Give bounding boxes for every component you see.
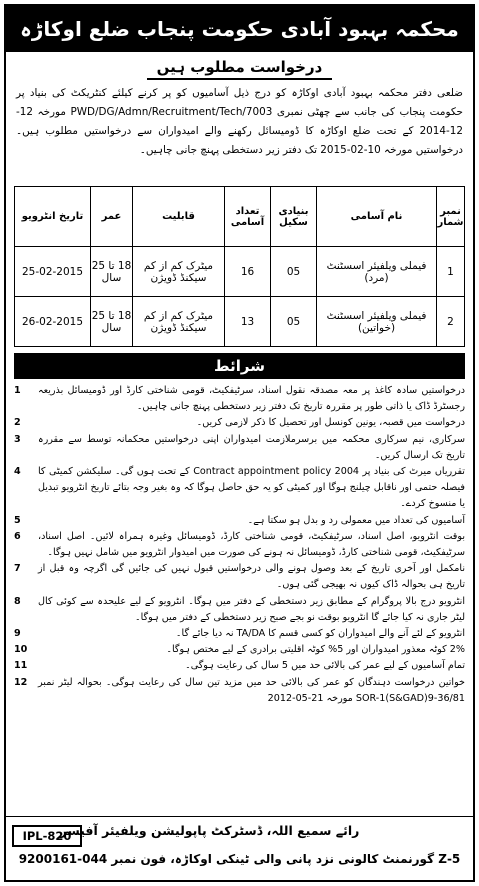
condition-text: 2% کوٹہ معذور امیدواران اور 5% کوٹہ اقلیتی برادری کے لیے مختص ہوگا۔ xyxy=(166,644,465,656)
row-qualification: میٹرک کم از کم سیکنڈ ڈویژن xyxy=(133,247,225,297)
row-qualification: میٹرک کم از کم سیکنڈ ڈویژن xyxy=(133,297,225,347)
signer-name: رائے سمیع اللہ، ڈسٹرکٹ پاپولیشن ویلفیئر آفیسر xyxy=(59,823,360,838)
list-item xyxy=(14,432,465,464)
conditions-title: شرائط xyxy=(14,353,465,379)
condition-number: 9 xyxy=(14,628,21,640)
condition-text: نامکمل اور آخری تاریخ کے بعد وصول ہونے والی درخواستیں قبول نہیں کی جائیں گی اگرچہ وہ قبل از تاریخ ہی بحوالہ ڈاک کیوں نہ بھیجی گئی ہوں۔ xyxy=(38,563,465,591)
list-item xyxy=(14,594,465,626)
row-post-gender: (مرد) xyxy=(364,271,389,284)
header-serial: نمبر شمار xyxy=(437,187,465,247)
condition-number: 8 xyxy=(14,595,21,607)
condition-number: 5 xyxy=(14,514,21,526)
list-item xyxy=(14,658,465,674)
department-banner: محکمہ بہبود آبادی حکومت پنجاب ضلع اوکاڑہ xyxy=(6,6,473,52)
table-row xyxy=(15,247,465,297)
row-post-name: فیملی ویلفیئر اسسٹنٹ xyxy=(326,259,427,272)
list-item xyxy=(14,626,465,642)
row-age: 18 تا 25 سال xyxy=(91,297,133,347)
header-count: تعداد آسامی xyxy=(225,187,271,247)
intro-paragraph: ضلعی دفتر محکمہ بہبود آبادی اوکاڑہ کو درج ذیل آسامیوں کو پر کرنے کیلئے کنٹریکٹ کی بنیاد پر حکومت پنجاب کی جانب سے چھٹی نمبری PWD/DG/Admn/Recruitment/Tech/7003 مورخہ 12-12-2014 کے تحت ضلع اوکاڑہ کا ڈومیسائل رکھنے والے امیدواران سے درخواستیں مطلوب ہیں۔ درخواستیں مورخہ 10-02-2015 تک دفتر زیر دستخطی پہنچ جانی چاہیں۔ xyxy=(16,87,463,156)
condition-text: انٹرویو درج بالا پروگرام کے مطابق زیر دستخطی کے دفتر میں ہوگا۔ انٹرویو کے لیے علیحدہ سے کوئی کال لیٹر جاری نہ کیا جائے گا انٹرویو بوقت نو بجے صبح زیر دستخطی کے دفتر میں ہوگا۔ xyxy=(38,595,465,623)
list-item xyxy=(14,464,465,513)
condition-text: انٹرویو کے لئے آنے والے امیدواران کو کسی قسم کا TA/DA نہ دیا جائے گا۔ xyxy=(175,628,465,640)
list-item xyxy=(14,383,465,415)
condition-number: 2 xyxy=(14,417,21,429)
posts-table xyxy=(14,186,465,347)
condition-text: تمام آسامیوں کے لیے عمر کی بالائی حد میں 5 سال کی رعایت ہوگی۔ xyxy=(185,660,465,672)
row-interview-date: 26-02-2015 xyxy=(15,297,91,347)
condition-text: تقرریاں میرٹ کی بنیاد پر Contract appointment policy 2004 کے تحت ہوں گی۔ سلیکشن کمیٹی کا فیصلہ حتمی اور ناقابل چیلنج ہوگا اور کمیٹی کو یہ حق حاصل ہوگا کہ وہ بغیر وجہ بتائے تاریخ انٹرویو تبدیل یا منسوخ کردے۔ xyxy=(38,466,465,510)
ipl-number-badge: IPL-820 xyxy=(12,825,82,847)
condition-number: 7 xyxy=(14,563,21,575)
condition-number: 3 xyxy=(14,433,21,445)
condition-text: بوقت انٹرویو، اصل اسناد، سرٹیفکیٹ، قومی شناختی کارڈ، ڈومیسائل وغیرہ ہمراہ لائیں۔ اصل اسناد، سرٹیفکیٹ، قومی شناختی کارڈ، ڈومیسائل نہ ہونے کی صورت میں امیدوار انٹرویو میں شامل نہیں ہوگا۔ xyxy=(38,530,465,559)
condition-text: درخواستیں سادہ کاغذ پر معہ مصدقہ نقول اسناد، سرٹیفکیٹ، قومی شناختی کارڈ اور ڈومیسائل بذریعہ رجسٹرڈ ڈاک یا ذاتی طور پر مقررہ تاریخ تک دفتر زیر دستخطی پہنچ جانی چاہیں۔ xyxy=(38,385,465,413)
advertisement-page xyxy=(4,4,475,882)
condition-number: 11 xyxy=(14,660,28,672)
row-post-gender: (خواتین) xyxy=(357,321,396,334)
row-serial: 1 xyxy=(437,247,465,297)
condition-number: 6 xyxy=(14,530,21,542)
condition-number: 10 xyxy=(14,644,28,656)
header-age: عمر xyxy=(91,187,133,247)
list-item xyxy=(14,561,465,593)
header-qualification: قابلیت xyxy=(133,187,225,247)
row-count: 13 xyxy=(225,297,271,347)
posts-table-header xyxy=(15,187,465,247)
row-scale: 05 xyxy=(271,297,317,347)
header-post: نام آسامی xyxy=(317,187,437,247)
row-post-name: فیملی ویلفیئر اسسٹنٹ xyxy=(326,309,427,322)
row-post xyxy=(317,247,437,297)
subheading-text: درخواست مطلوب ہیں xyxy=(147,58,333,80)
row-post xyxy=(317,297,437,347)
list-item xyxy=(14,675,465,707)
condition-text: آسامیوں کی تعداد میں معمولی رد و بدل ہو سکتا ہے۔ xyxy=(247,514,465,526)
row-age: 18 تا 25 سال xyxy=(91,247,133,297)
condition-number: 4 xyxy=(14,466,21,478)
table-row xyxy=(15,297,465,347)
condition-number: 1 xyxy=(14,385,21,396)
row-scale: 05 xyxy=(271,247,317,297)
condition-text: درخواست میں قصبہ، یونین کونسل اور تحصیل کا ذکر لازمی کریں۔ xyxy=(196,417,465,429)
list-item xyxy=(14,415,465,431)
row-serial: 2 xyxy=(437,297,465,347)
subheading xyxy=(6,58,473,80)
header-interview: تاریخ انٹرویو xyxy=(15,187,91,247)
row-count: 16 xyxy=(225,247,271,297)
condition-number: 12 xyxy=(14,676,28,688)
footer xyxy=(6,816,473,880)
office-address: 5-Z گورنمنٹ کالونی نزد پانی والی ٹینکی اوکاڑہ، فون نمبر 044-9200161 xyxy=(18,852,461,866)
row-interview-date: 25-02-2015 xyxy=(15,247,91,297)
list-item xyxy=(14,529,465,561)
condition-text: خواتین درخواست دہندگان کو عمر کی بالائی حد میں مزید تین سال کی رعایت ہوگی۔ بحوالہ لیٹر نمبر SOR-1(S&GAD)9-36/81 مورخہ 21-05-2012 xyxy=(38,676,465,704)
condition-text: سرکاری، نیم سرکاری محکمہ میں برسرملازمت امیدواران اپنی درخواستیں محکمانہ توسط سے مقررہ تاریخ تک ارسال کریں۔ xyxy=(38,433,465,461)
list-item xyxy=(14,513,465,529)
conditions-list xyxy=(6,379,473,815)
header-scale: بنیادی سکیل xyxy=(271,187,317,247)
list-item xyxy=(14,642,465,658)
